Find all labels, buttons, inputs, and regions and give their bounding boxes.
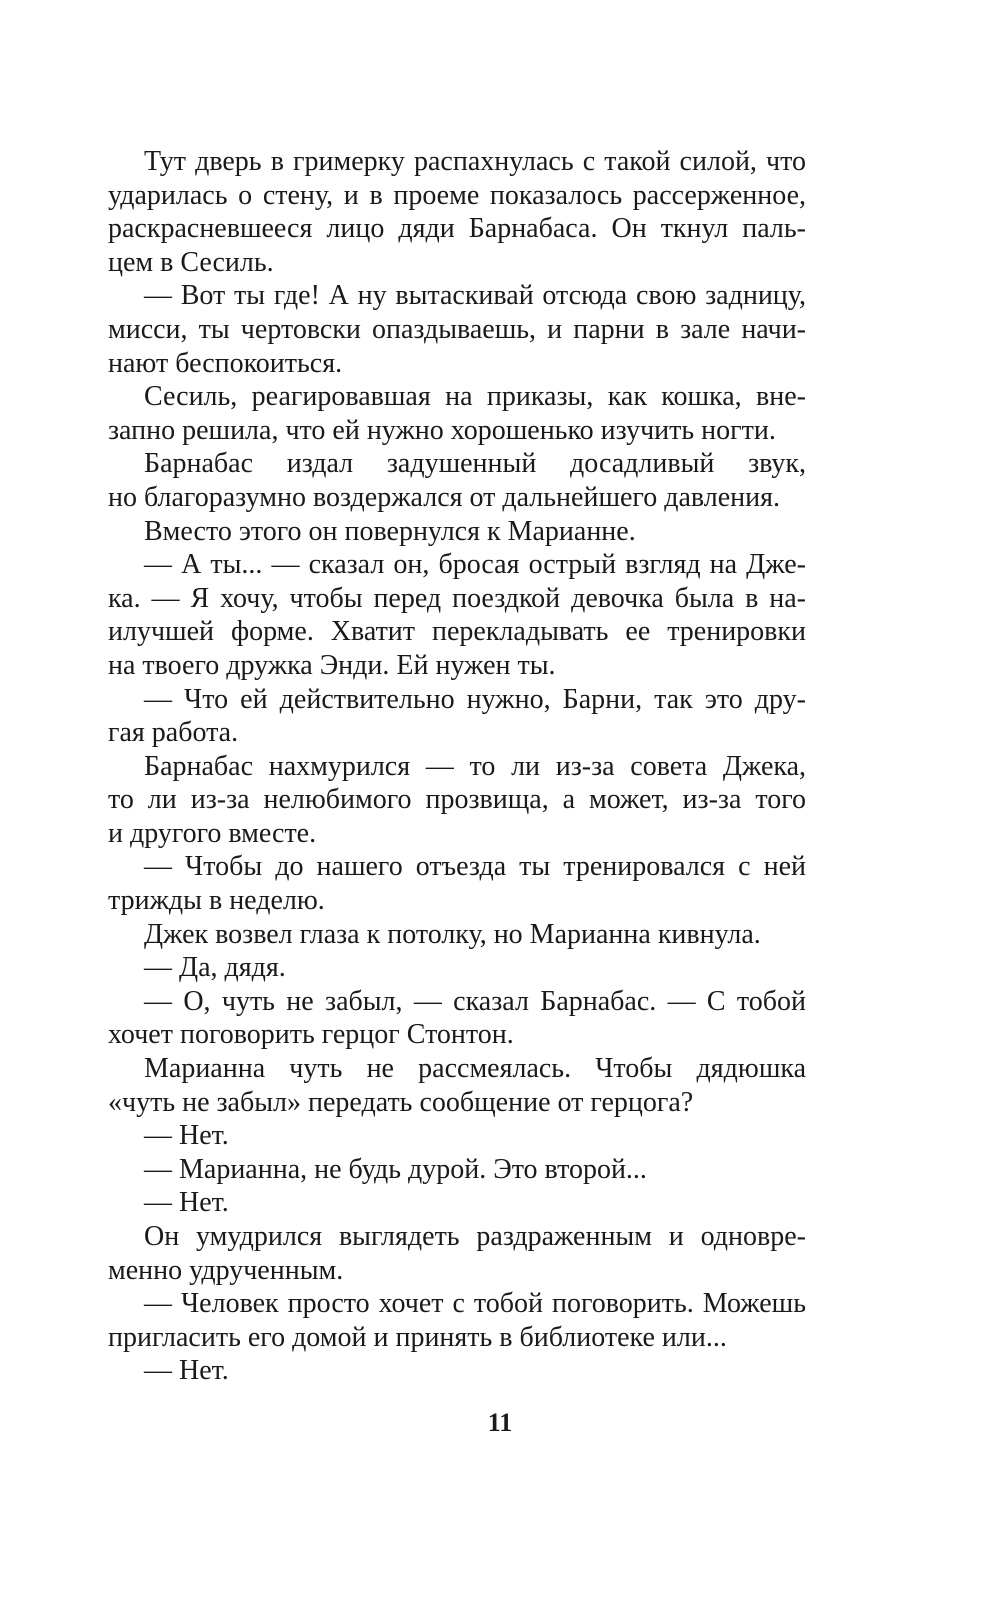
text-line: — Марианна, не будь дурой. Это второй... — [144, 1153, 647, 1185]
text-line: менно удрученным. — [108, 1254, 344, 1286]
text-line: трижды в неделю. — [108, 885, 325, 917]
text-line: «чуть не забыл» передать сообщение от герцога? — [108, 1086, 694, 1118]
text-line: цем в Сесиль. — [108, 246, 274, 278]
text-line: пригласить его домой и принять в библиотеке или... — [108, 1321, 727, 1353]
text-line: Тут дверь в гримерку распахнулась с такой силой, что — [144, 146, 806, 177]
text-line: — А ты... — сказал он, бросая острый взгляд на Дже- — [144, 549, 806, 581]
text-line: — Что ей действительно нужно, Барни, так это дру- — [144, 683, 806, 715]
text-line: — Человек просто хочет с тобой поговорить. Можешь — [144, 1288, 806, 1320]
text-line: но благоразумно воздержался от дальнейшего давления. — [108, 481, 780, 513]
text-line: на твоего дружка Энди. Ей нужен ты. — [108, 649, 556, 681]
text-line: Сесиль, реагировавшая на приказы, как кошка, вне- — [144, 381, 806, 413]
body-text — [108, 145, 806, 1388]
text-line: и другого вместе. — [108, 817, 317, 849]
text-line: ударилась о стену, и в проеме показалось рассерженное, — [108, 179, 806, 211]
text-line: Барнабас издал задушенный досадливый звук, — [144, 448, 806, 480]
text-line: — Чтобы до нашего отъезда ты тренировался с ней — [144, 851, 806, 883]
page-number: 11 — [487, 1408, 513, 1437]
text-line: Марианна чуть не рассмеялась. Чтобы дядюшка — [144, 1053, 806, 1085]
text-line: — Нет. — [144, 1120, 229, 1152]
text-line: Он умудрился выглядеть раздраженным и одновре- — [144, 1221, 806, 1252]
text-line: — О, чуть не забыл, — сказал Барнабас. — С тобой — [144, 985, 806, 1017]
text-line: мисси, ты чертовски опаздываешь, и парни в зале начи- — [108, 313, 806, 345]
text-line: Джек возвел глаза к потолку, но Марианна кивнула. — [144, 918, 761, 950]
text-line: ка. — Я хочу, чтобы перед поездкой девочка была в на- — [108, 582, 806, 614]
text-line: то ли из-за нелюбимого прозвища, а может, из-за того — [108, 784, 806, 816]
text-line: нают беспокоиться. — [108, 347, 343, 379]
text-line: раскрасневшееся лицо дяди Барнабаса. Он ткнул паль- — [108, 213, 806, 245]
text-line: — Нет. — [144, 1187, 229, 1219]
text-line: — Нет. — [144, 1355, 229, 1387]
text-line: — Вот ты где! А ну вытаскивай отсюда свою задницу, — [144, 280, 806, 312]
text-line: Барнабас нахмурился — то ли из-за совета Джека, — [144, 750, 806, 782]
text-line: запно решила, что ей нужно хорошенько изучить ногти. — [108, 414, 776, 446]
text-line: — Да, дядя. — [144, 952, 286, 984]
text-line: гая работа. — [108, 717, 239, 749]
text-line: илучшей форме. Хватит перекладывать ее тренировки — [108, 616, 806, 648]
text-line: Вместо этого он повернулся к Марианне. — [144, 515, 636, 547]
text-line: хочет поговорить герцог Стонтон. — [108, 1019, 514, 1051]
